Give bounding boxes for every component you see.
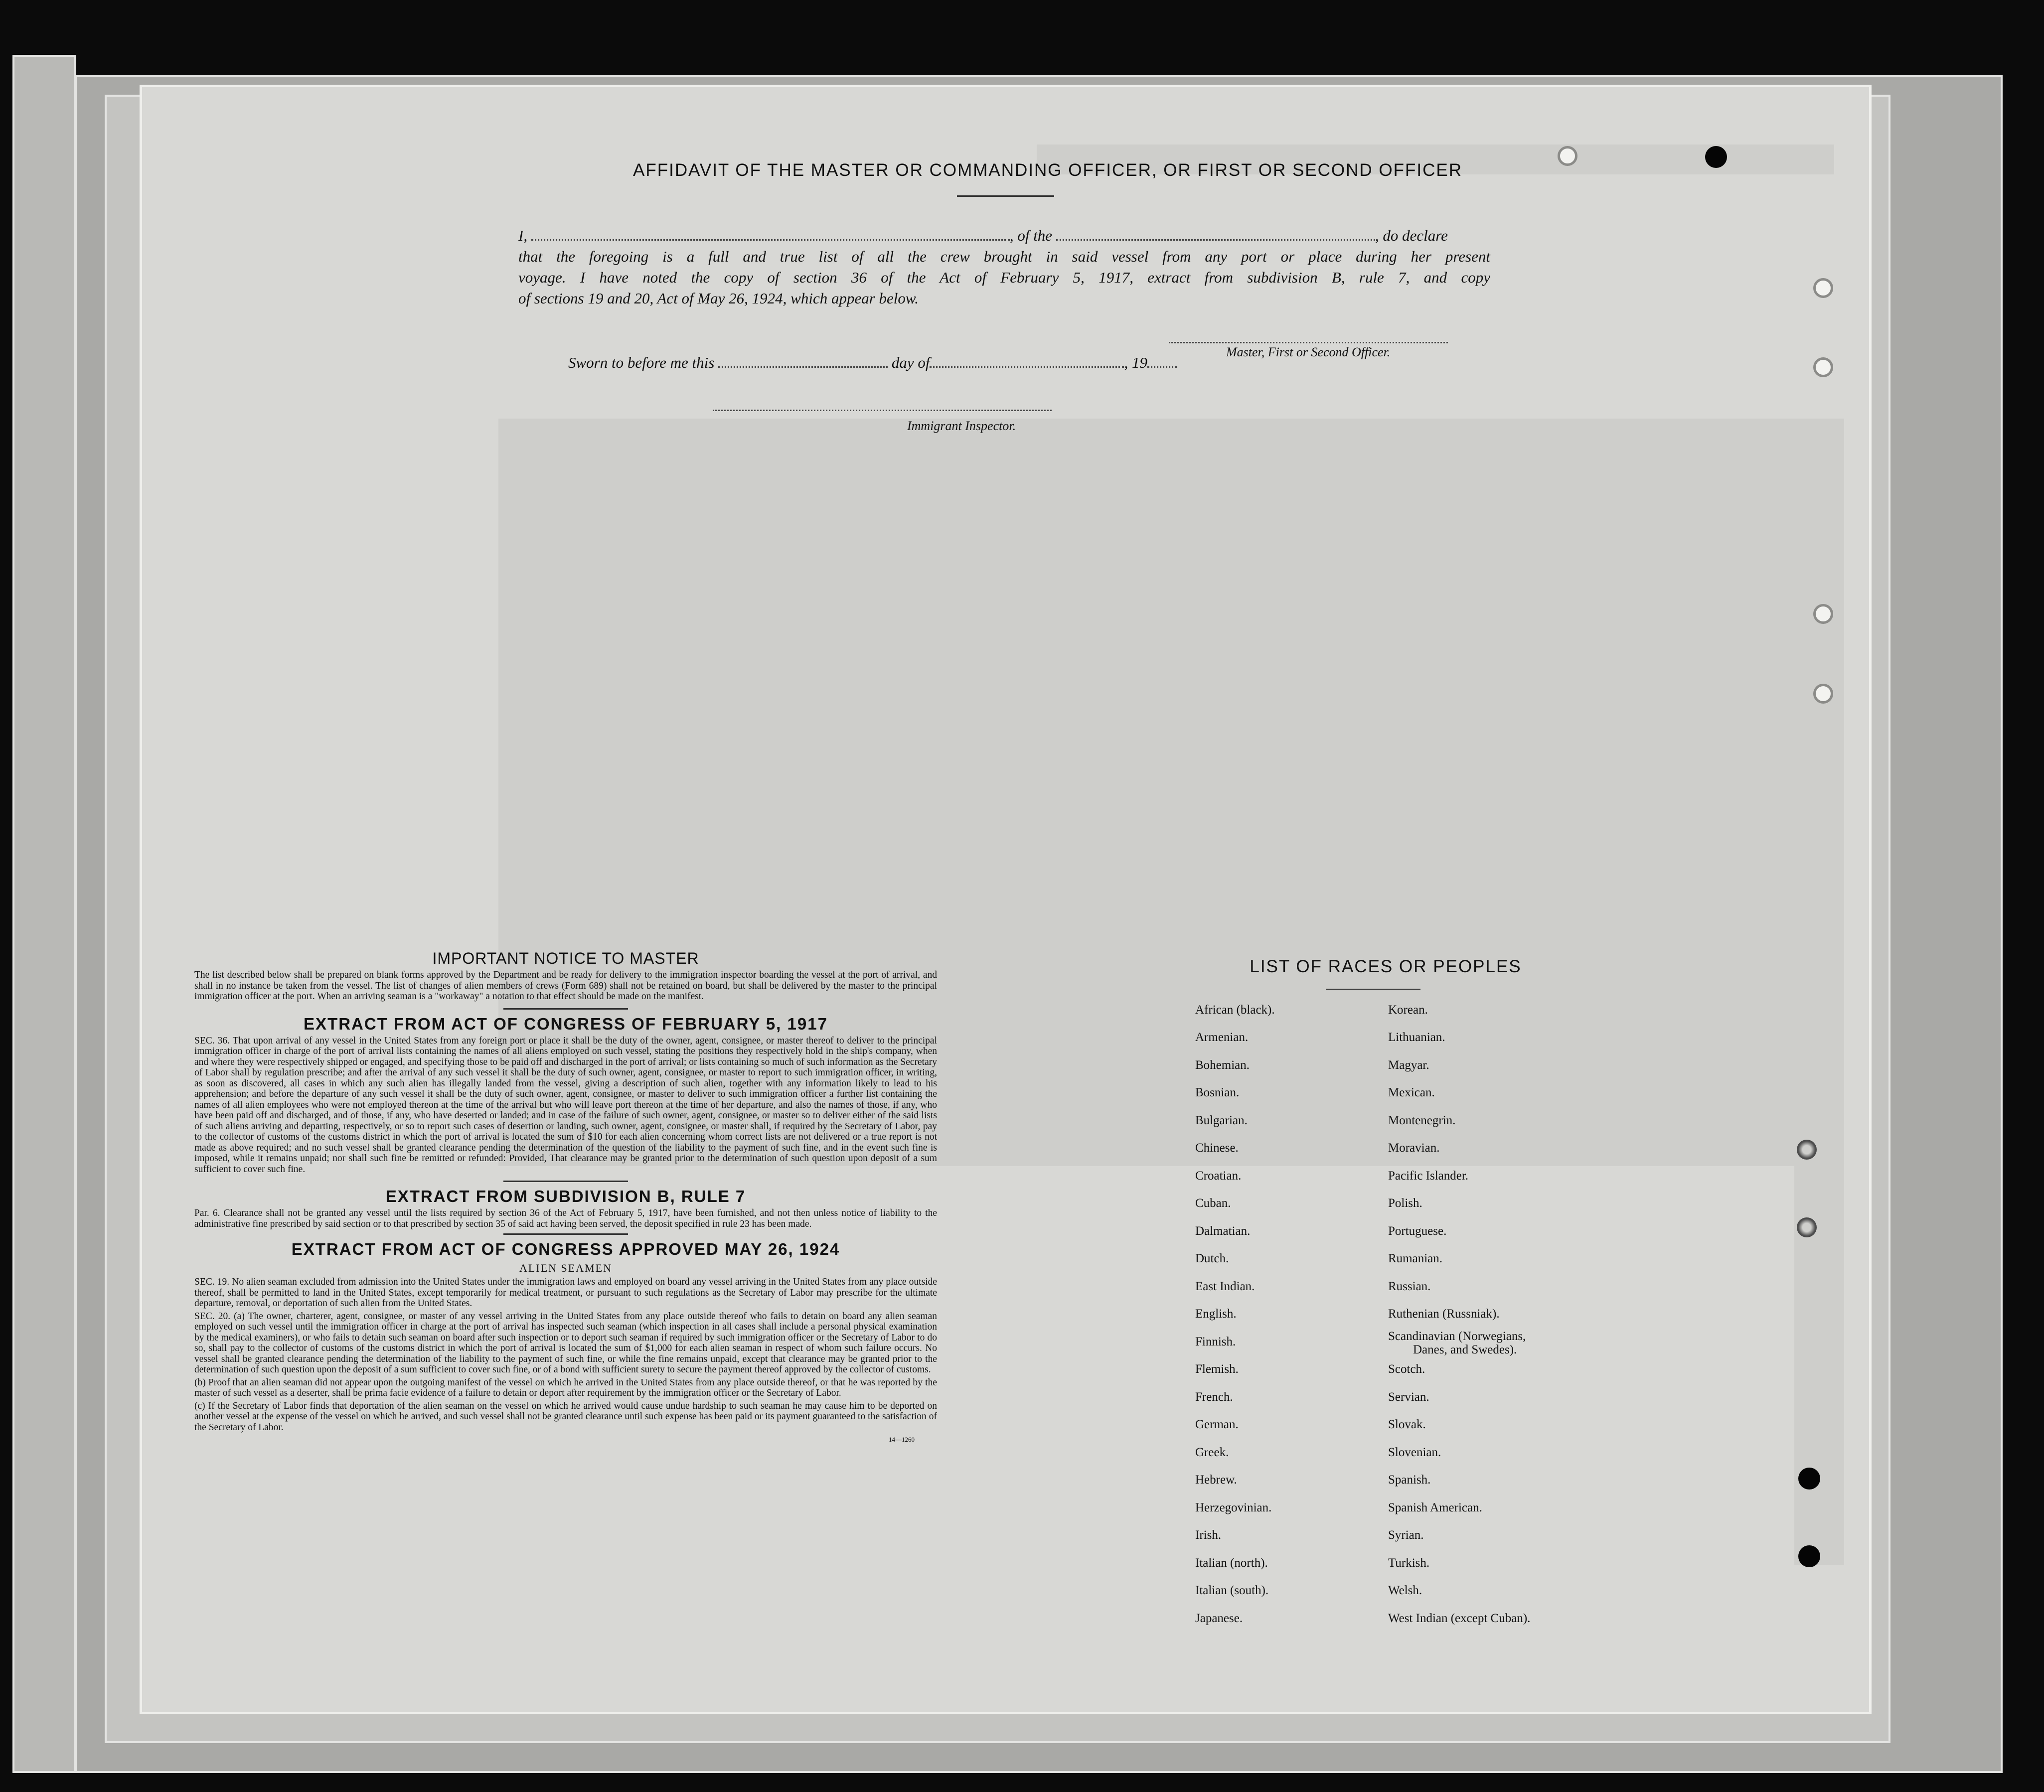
race-right-13: Scotch.: [1388, 1362, 1425, 1376]
race-left-0: African (black).: [1195, 1003, 1275, 1017]
affidavit-i: I,: [518, 227, 528, 244]
race-right-15: Slovak.: [1388, 1418, 1426, 1431]
race-right-14: Servian.: [1388, 1390, 1429, 1404]
race-right-12: Scandinavian (Norwegians,: [1388, 1330, 1526, 1343]
affidavit-line-4: of sections 19 and 20, Act of May 26, 1924, which appear below.: [518, 290, 919, 307]
bleed-through-column-right: [1794, 419, 1844, 1565]
punch-hole: [1797, 1140, 1817, 1160]
race-left-12: Finnish.: [1195, 1335, 1236, 1348]
affidavit-line-3: voyage. I have noted the copy of section 36 of the Act of February 5, 1917, extract from subdivision B, rule 7, and copy: [518, 269, 1490, 286]
race-right-10: Russian.: [1388, 1280, 1431, 1293]
race-left-10: East Indian.: [1195, 1280, 1255, 1293]
race-left-2: Bohemian.: [1195, 1058, 1250, 1072]
race-right-22: West Indian (except Cuban).: [1388, 1612, 1531, 1625]
notice-text: The list described below shall be prepared on blank forms approved by the Department and be ready for delivery to the immigration inspector boarding the vessel at the port of arrival, and shall in no instance be taken from the vessel. The list of changes of alien members of crews (Form 689) shall not be retained on board, but shall be delivered by the master to the principal immigration officer at the port. When an arriving seaman is a "workaway" a notation to that effect should be made on the manifest.: [194, 970, 937, 1002]
race-right-5: Moravian.: [1388, 1141, 1440, 1155]
sworn-day-of: day of: [891, 354, 930, 371]
section-rule: [503, 1008, 628, 1010]
race-left-11: English.: [1195, 1307, 1237, 1321]
master-signature-line[interactable]: [1169, 342, 1448, 343]
affidavit-title: AFFIDAVIT OF THE MASTER OR COMMANDING OFFICER, OR FIRST OR SECOND OFFICER: [633, 160, 1463, 180]
race-left-20: Italian (north).: [1195, 1556, 1268, 1570]
race-left-16: Greek.: [1195, 1446, 1229, 1459]
underlying-page-left: [12, 55, 76, 1773]
name-blank[interactable]: [531, 237, 1010, 241]
section-rule: [503, 1233, 628, 1235]
extract-rule7-heading: EXTRACT FROM SUBDIVISION B, RULE 7: [385, 1187, 746, 1205]
sworn-year-blank[interactable]: [1147, 364, 1177, 368]
affidavit-line-1: [518, 225, 1490, 246]
race-left-8: Dalmatian.: [1195, 1224, 1251, 1238]
race-left-1: Armenian.: [1195, 1031, 1249, 1044]
inspector-caption: Immigrant Inspector.: [907, 419, 1016, 433]
affidavit-text: [518, 225, 1490, 309]
race-right-8: Portuguese.: [1388, 1224, 1447, 1238]
race-left-4: Bulgarian.: [1195, 1114, 1248, 1127]
extract-rule7-text: Par. 6. Clearance shall not be granted any vessel until the lists required by section 36 of the Act of February 5, 1917, have been furnished, and not then unless notice of liability to the administrative fine prescribed by said section or to that prescribed by section 35 of said act having been served, the deposit specified in rule 23 has been made.: [194, 1208, 937, 1229]
affidavit-line-2: that the foregoing is a full and true list of all the crew brought in said vessel from any port or place during her present: [518, 248, 1490, 265]
race-right-2: Magyar.: [1388, 1058, 1429, 1072]
punch-hole: [1813, 278, 1833, 298]
race-right-21: Welsh.: [1388, 1584, 1422, 1597]
notice-column: [194, 949, 937, 1444]
punch-hole: [1813, 684, 1833, 704]
affidavit-of-the: , of the: [1009, 227, 1053, 244]
punch-hole: [1798, 1545, 1820, 1567]
section-rule: [503, 1181, 628, 1182]
sworn-line: [568, 354, 1177, 372]
sworn-month-blank[interactable]: [930, 364, 1124, 368]
vessel-blank[interactable]: [1056, 237, 1375, 241]
sworn-year: , 19: [1124, 354, 1147, 371]
sec-19-text: SEC. 19. No alien seaman excluded from admission into the United States under the immigration laws and employed on board any vessel arriving in the United States from any place outside thereof, shall be permitted to land in the United States, except temporarily for medical treatment, or pursuant to such regulations as the Secretary of Labor may prescribe for the ultimate departure, removal, or deportation of such alien from the United States.: [194, 1277, 937, 1309]
race-left-5: Chinese.: [1195, 1141, 1239, 1155]
form-number: 14—1260: [889, 1436, 915, 1443]
race-right-20: Turkish.: [1388, 1556, 1430, 1570]
race-right-17: Spanish.: [1388, 1473, 1431, 1487]
race-left-21: Italian (south).: [1195, 1584, 1269, 1597]
race-left-3: Bosnian.: [1195, 1086, 1240, 1099]
race-right-1: Lithuanian.: [1388, 1031, 1445, 1044]
punch-hole: [1558, 146, 1577, 166]
extract-1924-heading: EXTRACT FROM ACT OF CONGRESS APPROVED MAY 26, 1924: [291, 1240, 840, 1258]
race-right-7: Polish.: [1388, 1196, 1422, 1210]
race-right-18: Spanish American.: [1388, 1501, 1482, 1514]
race-right-6: Pacific Islander.: [1388, 1169, 1469, 1183]
race-right-9: Rumanian.: [1388, 1252, 1443, 1265]
races-rule: [1326, 989, 1420, 990]
punch-hole: [1813, 357, 1833, 377]
extract-1917-text: SEC. 36. That upon arrival of any vessel in the United States from any foreign port or place it shall be the duty of the owner, agent, consignee, or master thereof to deliver to the principal immigration officer in charge of the port of arrival lists containing the names of all aliens employed on such vessel, stating the positions they respectively hold in the ship's company, when and where they were respectively shipped or engaged, and specifying those to be paid off and discharged in the port of arrival; or lists containing so much of such information as the Secretary of Labor shall by regulation prescribe; and after the arrival of any such vessel it shall be the duty of such owner, agent, consignee, or master to report to such immigration officer, in writing, as soon as discovered, all cases in which any such alien has illegally landed from the vessel, giving a description of such alien, together with any information likely to lead to his apprehension; and before the departure of any such vessel it shall be the duty of such owner, agent, consignee, or master to deliver to such immigration officer a further list containing the names of all alien employees who were not employed thereon at the time of the arrival but who will leave port thereon at the time of her departure, and also the names of those, if any, who have been paid off and discharged, and of those, if any, who have deserted or landed; and in case of the failure of such owner, agent, consignee, or master so to deliver either of the said lists of such aliens arriving and departing, respectively, or so to report such cases of desertion or landing, such owner, agent, consignee, or master shall, if required by the Secretary of Labor, pay to the collector of customs of the customs district in which the port of arrival is located the sum of $10 for each alien concerning whom correct lists are not delivered or a true report is not made as above required; and no such vessel shall be granted clearance pending the determination of the question of the liability to the payment of such fine, and in the event such fine is imposed, while it remains unpaid; nor shall such fine be remitted or refunded: Provided, That clearance may be granted prior to the determination of such question upon deposit of a sum sufficient to cover such fine.: [194, 1035, 937, 1175]
race-right-3: Mexican.: [1388, 1086, 1435, 1099]
extract-1917-heading: EXTRACT FROM ACT OF CONGRESS OF FEBRUARY 5, 1917: [304, 1014, 828, 1033]
alien-seamen-subheading: ALIEN SEAMEN: [519, 1262, 612, 1274]
race-right-0: Korean.: [1388, 1003, 1428, 1017]
race-left-19: Irish.: [1195, 1528, 1222, 1542]
race-left-6: Croatian.: [1195, 1169, 1242, 1183]
punch-hole: [1813, 604, 1833, 624]
punch-hole: [1705, 146, 1727, 168]
race-right-12-continuation: Danes, and Swedes).: [1413, 1343, 1517, 1356]
race-left-13: Flemish.: [1195, 1362, 1239, 1376]
race-right-4: Montenegrin.: [1388, 1114, 1456, 1127]
race-left-15: German.: [1195, 1418, 1239, 1431]
notice-heading: IMPORTANT NOTICE TO MASTER: [432, 949, 699, 967]
inspector-signature-line[interactable]: [713, 410, 1052, 411]
race-left-18: Herzegovinian.: [1195, 1501, 1272, 1514]
punch-hole: [1797, 1217, 1817, 1237]
title-rule: [957, 195, 1054, 197]
sworn-day-blank[interactable]: [718, 364, 888, 368]
race-left-9: Dutch.: [1195, 1252, 1229, 1265]
race-left-7: Cuban.: [1195, 1196, 1231, 1210]
race-left-17: Hebrew.: [1195, 1473, 1237, 1487]
race-left-22: Japanese.: [1195, 1612, 1243, 1625]
race-left-14: French.: [1195, 1390, 1233, 1404]
punch-hole: [1798, 1468, 1820, 1490]
race-right-16: Slovenian.: [1388, 1446, 1441, 1459]
race-right-11: Ruthenian (Russniak).: [1388, 1307, 1500, 1321]
races-heading: LIST OF RACES OR PEOPLES: [1250, 957, 1522, 976]
master-caption: Master, First or Second Officer.: [1226, 345, 1391, 359]
sworn-prefix: Sworn to before me this: [568, 354, 715, 371]
affidavit-declare: , do declare: [1375, 227, 1448, 244]
sec-20c-text: (c) If the Secretary of Labor finds that deportation of the alien seaman on the vessel on which he arrived would cause undue hardship to such seaman he may cause him to be deported on another vessel at the expense of the vessel on which he arrived, and such vessel shall not be granted clearance until such expense has been paid or its payment guaranteed to the satisfaction of the Secretary of Labor.: [194, 1400, 937, 1433]
sec-20a-text: SEC. 20. (a) The owner, charterer, agent, consignee, or master of any vessel arriving in the United States from any place outside thereof who fails to detain on board any alien seaman employed on such vessel until the immigration officer in charge at the port of arrival has inspected such seaman (which inspection in all cases shall include a personal physical examination by the medical examiners), or who fails to detain such seaman on board after such inspection or to deport such seaman if required by such immigration officer or the Secretary of Labor to do so, shall pay to the collector of customs of the customs district in which the port of arrival is located the sum of $1,000 for each alien seaman in respect of whom such failure occurs. No vessel shall be granted clearance pending the determination of the liability to the payment of such fine, or while the fine remains unpaid, except that clearance may be granted prior to the determination of such question upon the deposit of a sum sufficient to cover such fine, or of a bond with sufficient surety to secure the payment thereof approved by the collector of customs.: [194, 1311, 937, 1375]
sec-20b-text: (b) Proof that an alien seaman did not appear upon the outgoing manifest of the vessel on which he arrived in the United States from any place outside thereof, or that he was reported by the master of such vessel as a deserter, shall be prima facie evidence of a failure to detain or deport after requirement by the immigration officer or the Secretary of Labor.: [194, 1377, 937, 1398]
race-right-19: Syrian.: [1388, 1528, 1424, 1542]
